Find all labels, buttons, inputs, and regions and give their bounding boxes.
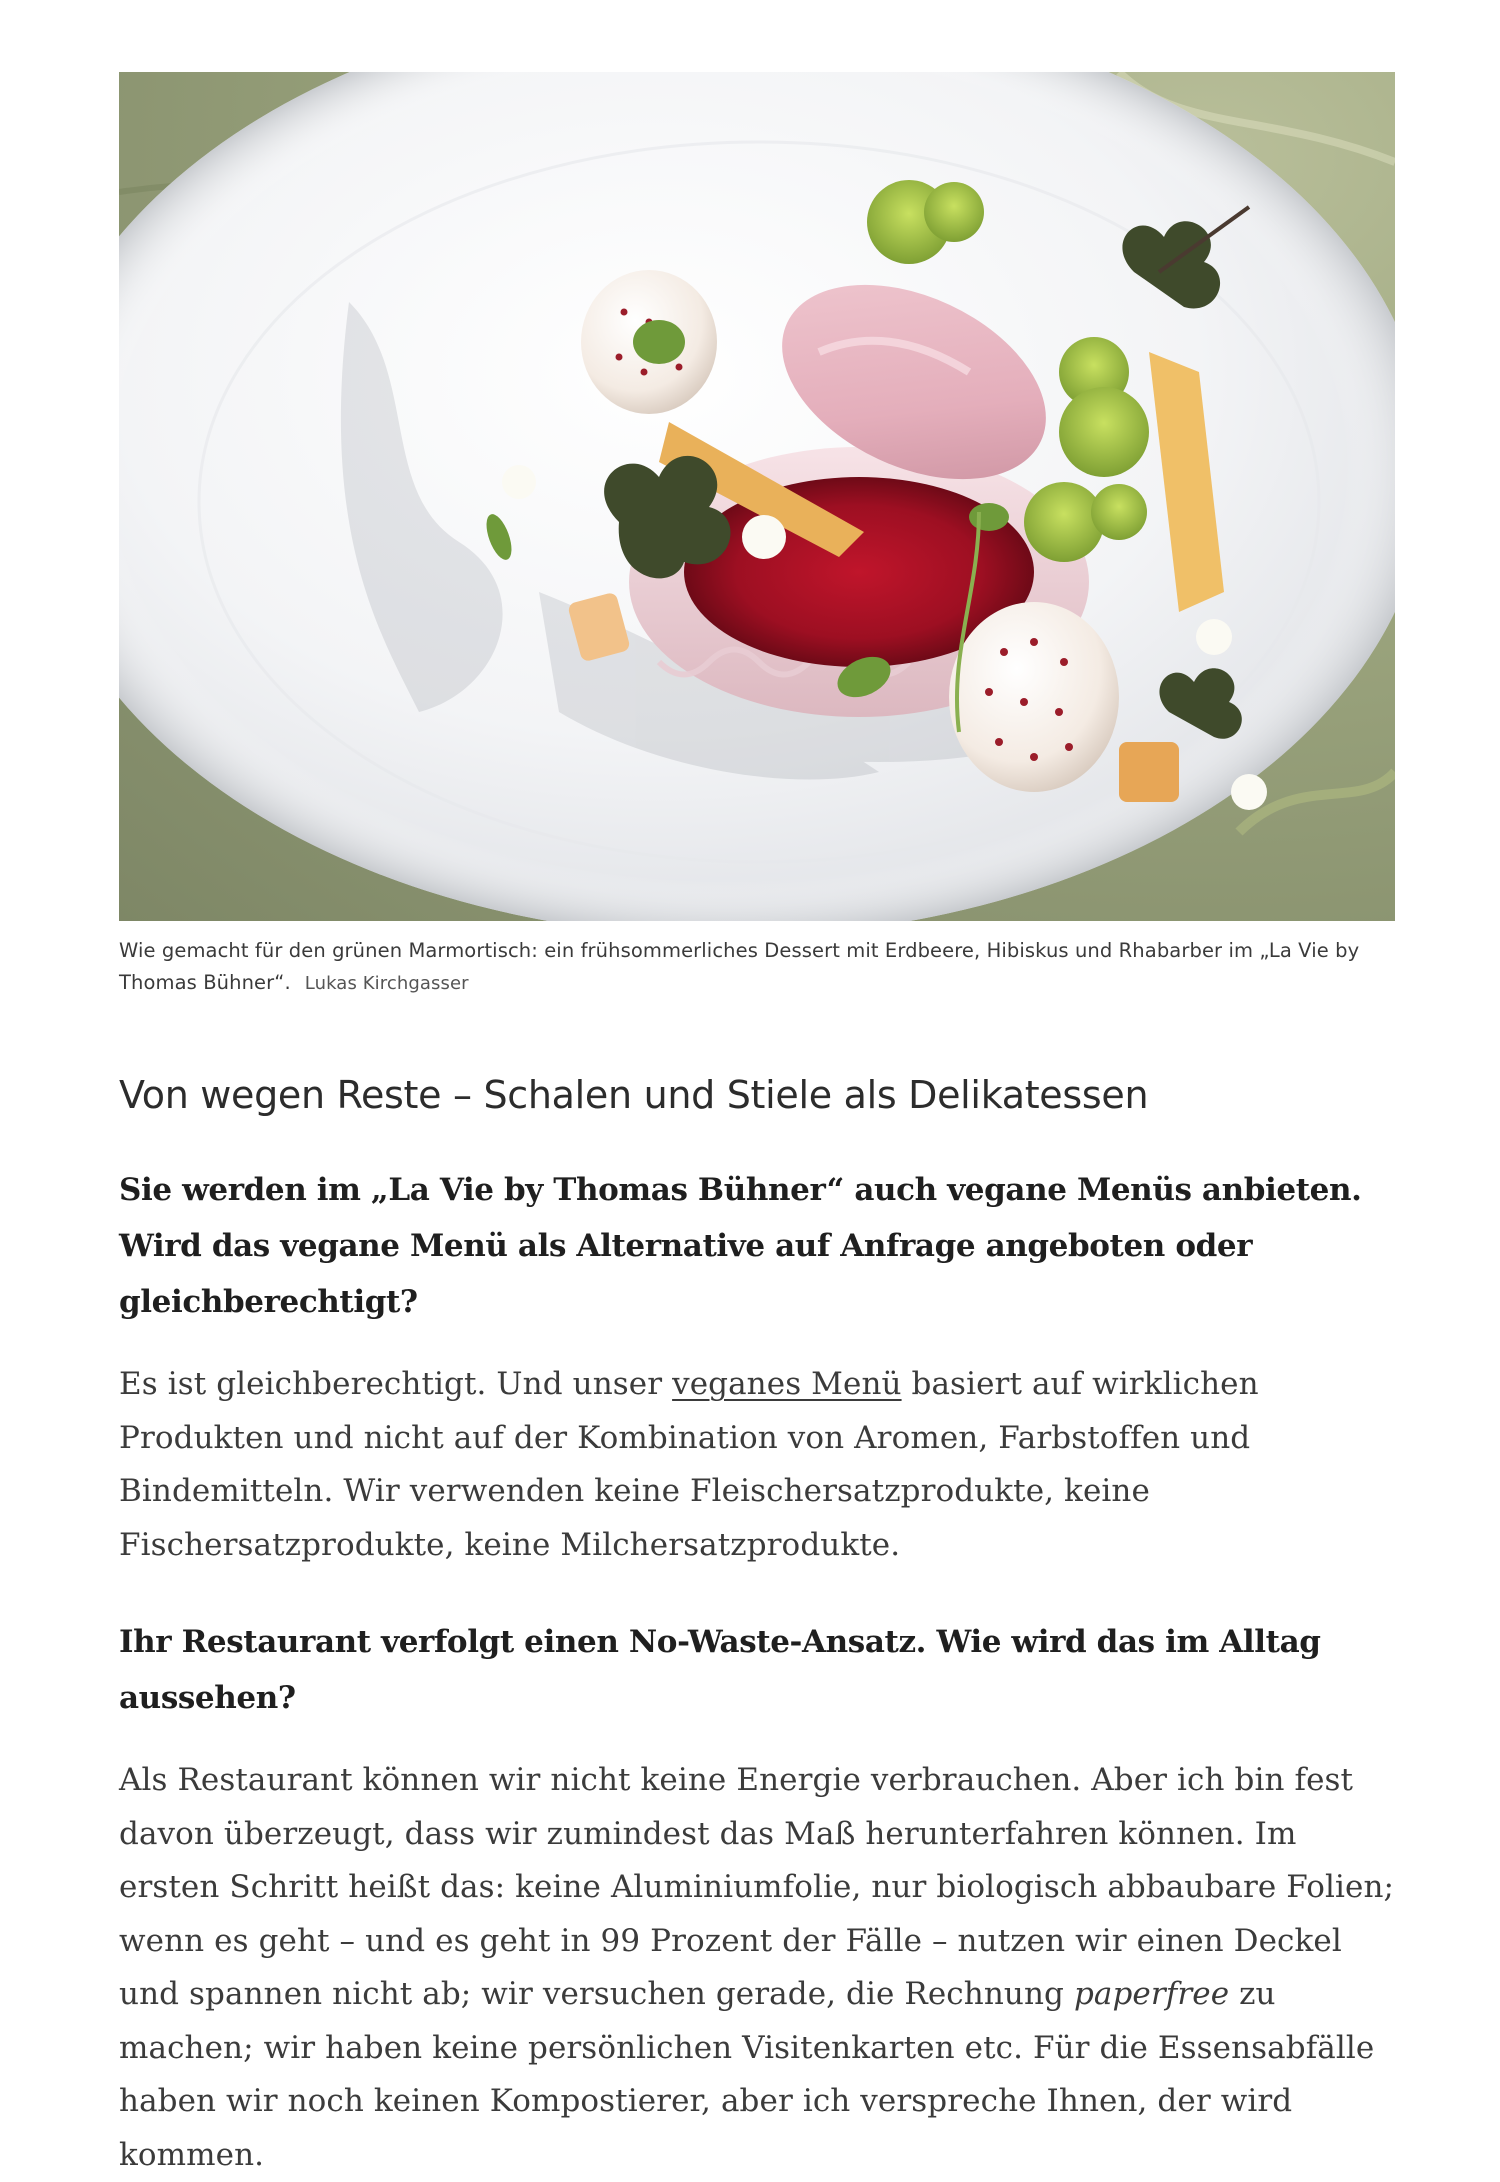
article-page: [119, 72, 1395, 2182]
answer-2-text-end: zu machen; wir haben keine persönlichen Visitenkarten etc. Für die Essensabfälle haben wir noch keinen Kompostierer, aber ich verspreche Ihnen, der wird kommen.: [119, 1976, 1375, 2173]
answer-2: [119, 1754, 1395, 2182]
answer-1-text-end: basiert auf wirklichen Produkten und nicht auf der Kombination von Aromen, Farbstoffen und Bindemitteln. Wir verwenden keine Fleischersatzprodukte, keine Fischersatzprodukte, keine Milchersatzprodukte.: [119, 1366, 1259, 1563]
answer-2-text-start: Als Restaurant können wir nicht keine Energie verbrauchen. Aber ich bin fest davon überzeugt, dass wir zumindest das Maß herunterfahren können. Im ersten Schritt heißt das: keine Aluminiumfolie, nur biologisch abbaubare Folien; wenn es geht – und es geht in 99 Prozent der Fälle – nutzen wir einen Deckel und spannen nicht ab; wir versuchen gerade, die Rechnung: [119, 1762, 1395, 2012]
dessert-photo: [119, 72, 1395, 921]
answer-1-text-start: Es ist gleichberechtigt. Und unser: [119, 1366, 673, 1402]
question-1: Sie werden im „La Vie by Thomas Bühner“ auch vegane Menüs anbieten. Wird das vegane Menü als Alternative auf Anfrage angeboten oder gleichberechtigt?: [119, 1172, 1362, 1320]
answer-1: [119, 1358, 1395, 1572]
dessert-figure: [119, 72, 1395, 1000]
photo-credit: Lukas Kirchgasser: [304, 973, 469, 994]
photo-caption: [119, 935, 1395, 1000]
paperfree-emphasis: paperfree: [1073, 1976, 1230, 2012]
caption-text: Wie gemacht für den grünen Marmortisch: ein frühsommerliches Dessert mit Erdbeere, Hibiskus und Rhabarber im „La Vie by Thomas Bühner“.: [119, 939, 1360, 994]
section-heading: Von wegen Reste – Schalen und Stiele als Delikatessen: [119, 1073, 1149, 1117]
vegan-menu-link[interactable]: veganes Menü: [672, 1366, 902, 1402]
question-2: Ihr Restaurant verfolgt einen No-Waste-Ansatz. Wie wird das im Alltag aussehen?: [119, 1624, 1321, 1716]
